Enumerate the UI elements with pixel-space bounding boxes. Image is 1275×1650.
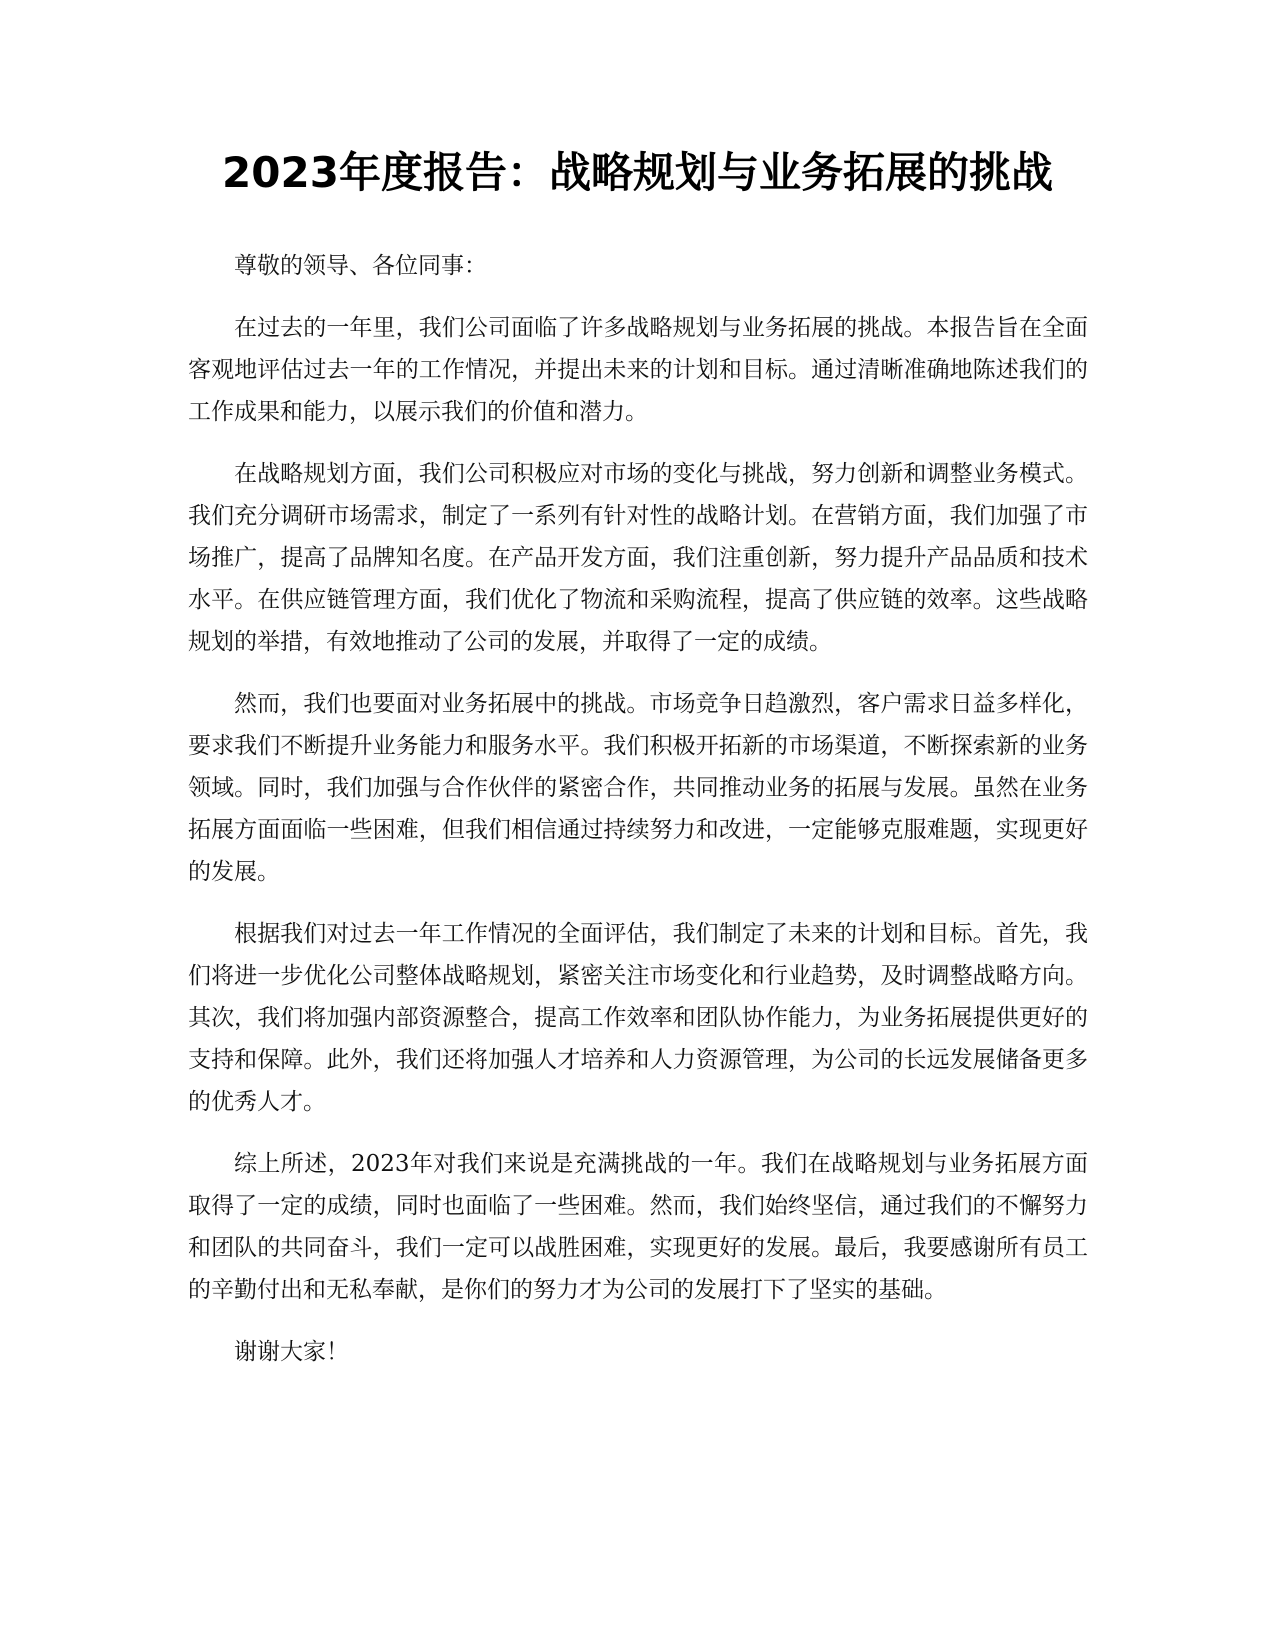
paragraph-strategy: 在战略规划方面，我们公司积极应对市场的变化与挑战，努力创新和调整业务模式。我们充分调研市场需求，制定了一系列有针对性的战略计划。在营销方面，我们加强了市场推广，提高了品牌知名度。在产品开发方面，我们注重创新，努力提升产品品质和技术水平。在供应链管理方面，我们优化了物流和采购流程，提高了供应链的效率。这些战略规划的举措，有效地推动了公司的发展，并取得了一定的成绩。 bbox=[188, 461, 1088, 655]
salutation: 尊敬的领导、各位同事： bbox=[234, 253, 487, 279]
paragraph-summary: 综上所述，2023年对我们来说是充满挑战的一年。我们在战略规划与业务拓展方面取得了一定的成绩，同时也面临了一些困难。然而，我们始终坚信，通过我们的不懈努力和团队的共同奋斗，我们一定可以战胜困难，实现更好的发展。最后，我要感谢所有员工的辛勤付出和无私奉献，是你们的努力才为公司的发展打下了坚实的基础。 bbox=[188, 1151, 1088, 1303]
paragraph-challenges: 然而，我们也要面对业务拓展中的挑战。市场竞争日趋激烈，客户需求日益多样化，要求我们不断提升业务能力和服务水平。我们积极开拓新的市场渠道，不断探索新的业务领域。同时，我们加强与合作伙伴的紧密合作，共同推动业务的拓展与发展。虽然在业务拓展方面面临一些困难，但我们相信通过持续努力和改进，一定能够克服难题，实现更好的发展。 bbox=[188, 691, 1088, 885]
paragraph-plans: 根据我们对过去一年工作情况的全面评估，我们制定了未来的计划和目标。首先，我们将进一步优化公司整体战略规划，紧密关注市场变化和行业趋势，及时调整战略方向。其次，我们将加强内部资源整合，提高工作效率和团队协作能力，为业务拓展提供更好的支持和保障。此外，我们还将加强人才培养和人力资源管理，为公司的长远发展储备更多的优秀人才。 bbox=[188, 921, 1088, 1115]
document-title: 2023年度报告：战略规划与业务拓展的挑战 bbox=[222, 148, 1053, 197]
document-body bbox=[188, 245, 1088, 1393]
closing-line: 谢谢大家！ bbox=[234, 1339, 349, 1365]
paragraph-intro: 在过去的一年里，我们公司面临了许多战略规划与业务拓展的挑战。本报告旨在全面客观地评估过去一年的工作情况，并提出未来的计划和目标。通过清晰准确地陈述我们的工作成果和能力，以展示我们的价值和潜力。 bbox=[188, 315, 1088, 425]
